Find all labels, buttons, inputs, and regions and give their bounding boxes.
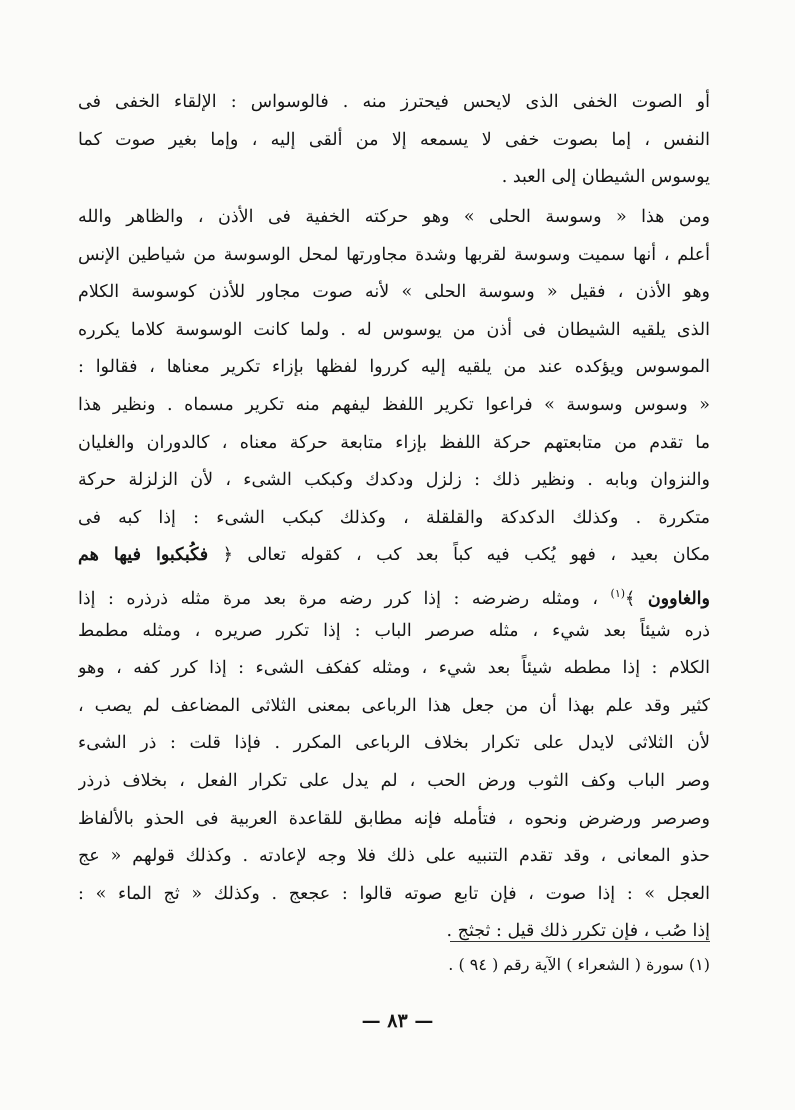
- text-segment: ، ومثله رضرضه : إذا كرر رضه مرة بعد مرة مثله ذرذره : إذا: [78, 588, 598, 609]
- text-line: ذره شيئاً بعد شيء ، مثله صرصر الباب : إذا تكرر صريره ، ومثله مطمط: [78, 620, 710, 641]
- text-line: كثير وقد علم بهذا أن من جعل هذا الرباعى بمعنى الثلاثى المضاعف لم يصب ،: [78, 695, 710, 716]
- paragraph-1: [78, 84, 710, 197]
- text-line: الذى يلقيه الشيطان فى أذن من يوسوس له . ولما كانت الوسوسة كلاما يكرره: [78, 319, 710, 340]
- text-line: وهو الأذن ، فقيل « وسوسة الحلى » لأنه صوت مجاور للأذن كوسوسة الكلام: [78, 282, 710, 303]
- text-line: والنزوان وبابه . ونظير ذلك : زلزل ودكدك وكبكب الشىء ، لأن الزلزلة حركة: [78, 470, 710, 491]
- text-line: متكررة . وكذلك الدكدكة والقلقلة ، وكذلك كبكب الشىء : إذا كبه فى: [78, 507, 710, 528]
- text-segment: مكان بعيد ، فهو يُكب فيه كباً بعد كب ، كقوله تعالى ﴿: [222, 545, 710, 566]
- text-line: حذو المعانى ، وقد تقدم التنبيه على ذلك فلا وجه لإعادته . وكذلك قولهم « عج: [78, 846, 710, 867]
- text-line: العجل » : إذا صوت ، فإن تابع صوته قالوا : عجعج . وكذلك « ثج الماء » :: [78, 883, 710, 904]
- text-line: أو الصوت الخفى الذى لايحس فيحترز منه . فالوسواس : الإلقاء الخفى فى: [78, 92, 710, 112]
- text-line: يوسوس الشيطان إلى العبد .: [501, 167, 710, 188]
- text-line: إذا صُب ، فإن تكرر ذلك قيل : ثجثج .: [446, 921, 710, 942]
- text-line-with-verse: [78, 537, 710, 575]
- text-line: النفس ، إما بصوت خفى لا يسمعه إلا من ألقى إليه ، وإما بغير صوت كما: [78, 129, 710, 150]
- text-line: ما تقدم من متابعتهم حركة اللفظ بإزاء متابعة حركة معناه ، كالدوران والغليان: [78, 432, 710, 453]
- text-line: أعلم ، أنها سميت وسوسة لقربها وشدة مجاورتها لمحل الوسوسة من شياطين الإنس: [78, 244, 710, 265]
- paragraph-2: [78, 199, 710, 951]
- footnote: (١) سورة ( الشعراء ) الآية رقم ( ٩٤ ) .: [448, 955, 710, 974]
- verse-close-bracket: ﴾: [625, 588, 636, 609]
- quran-verse: فكُبكبوا فيها هم: [78, 545, 209, 566]
- page-number: — ٨٣ —: [361, 1010, 434, 1032]
- text-line: ومن هذا « وسوسة الحلى » وهو حركته الخفية فى الأذن ، والظاهر والله: [78, 207, 710, 227]
- text-line: « وسوس وسوسة » فراعوا تكرير اللفظ ليفهم منه تكرير مسماه . ونظير هذا: [78, 394, 710, 415]
- text-line-with-verse: [78, 575, 710, 613]
- text-line: وصر الباب وكف الثوب ورض الحب ، لم يدل على تكرار الفعل ، بخلاف ذرذر: [78, 770, 710, 791]
- text-line: وصرصر ورضرض ونحوه ، فتأمله فإنه مطابق للقاعدة العربية فى الحذو بالألفاظ: [78, 808, 710, 829]
- text-line: لأن الثلاثى لايدل على تكرار بخلاف الرباعى المكرر . فإذا قلت : ذر الشىء: [78, 733, 710, 754]
- footnote-marker: (١): [610, 586, 626, 600]
- quran-verse: والغاوون: [647, 588, 710, 609]
- footnote-divider: [450, 941, 710, 942]
- text-line: الكلام : إذا مططه شيئاً بعد شيء ، ومثله كفكف الشىء : إذا كرر كفه ، وهو: [78, 658, 710, 679]
- text-line: الموسوس ويؤكده عند من يلقيه إليه كرروا لفظها بإزاء تكرير معناها ، فقالوا :: [78, 357, 710, 378]
